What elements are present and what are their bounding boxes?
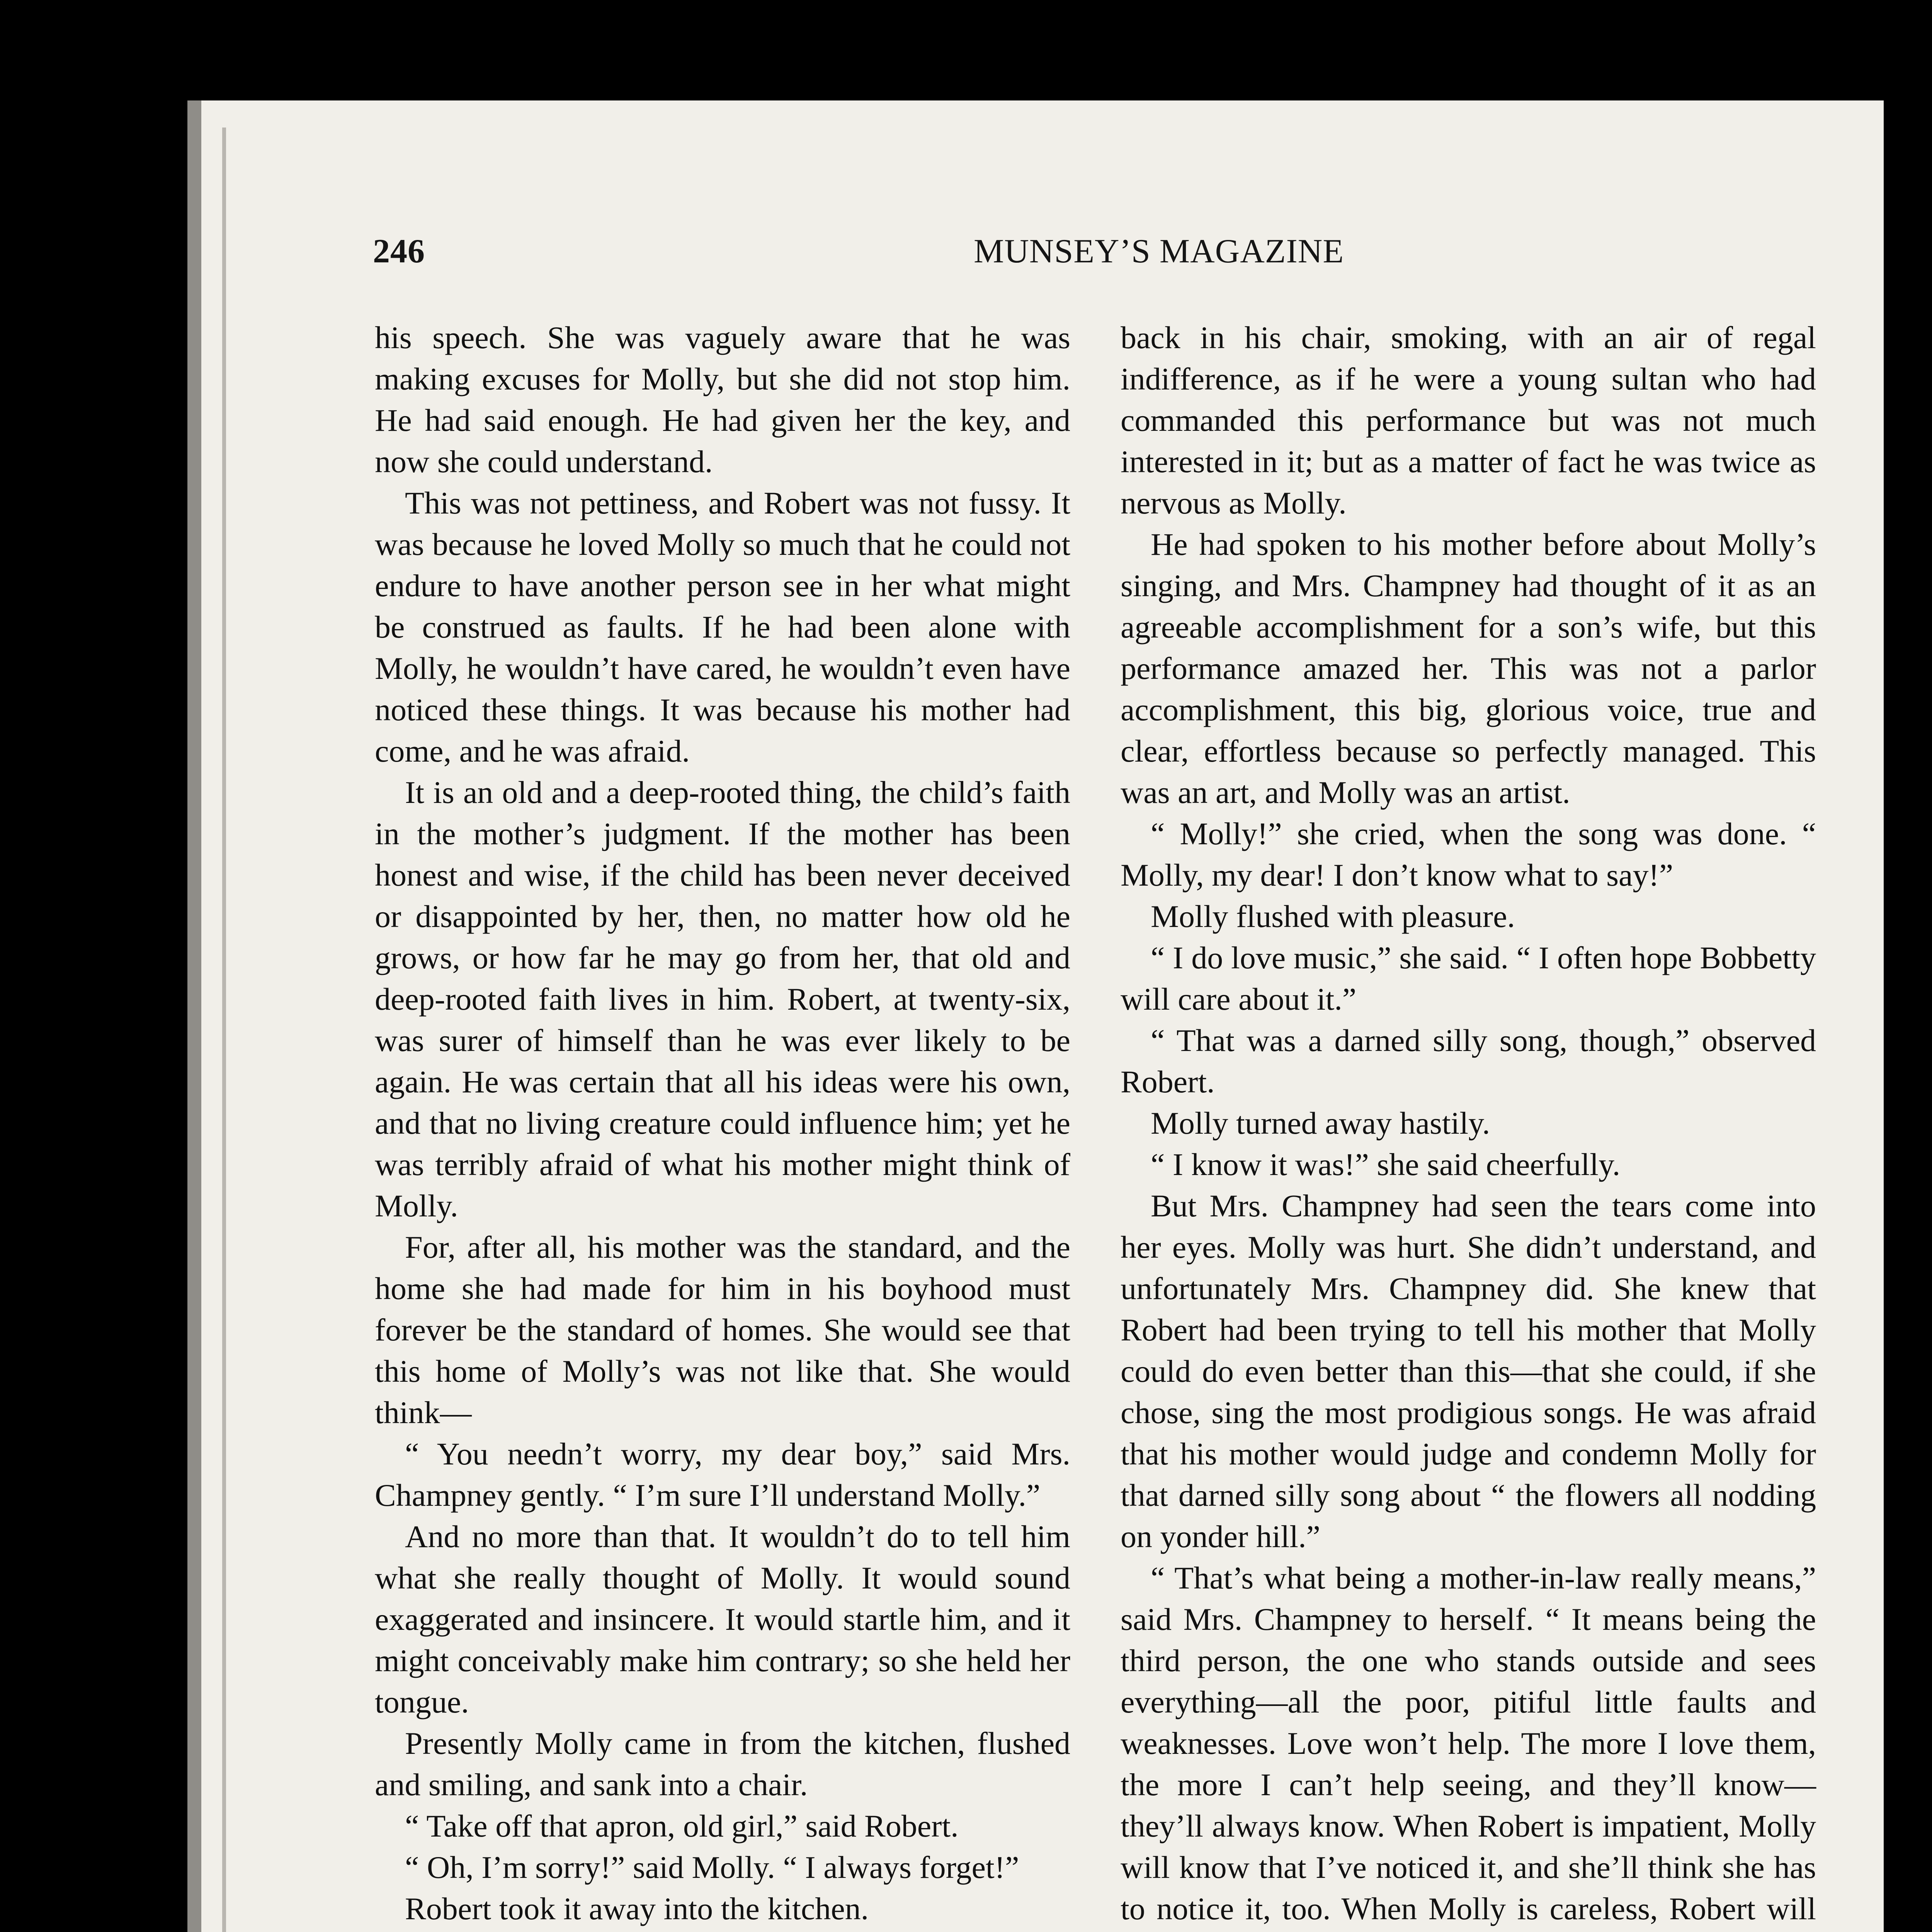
paragraph: But Mrs. Champney had seen the tears come into her eyes. Molly was hurt. She didn’t understand, and unfortunately Mrs. Champney did. She knew that Robert had been trying to tell his mother that Molly could do even better than this—that she could, if she chose, sing the most prodigious songs. He was afraid that his mother would judge and condemn Molly for that darned silly song about “ the flowers all nodding on yonder hill.” <box>1121 1188 1816 1554</box>
paragraph: “ Oh, I’m sorry!” said Molly. “ I always forget!” <box>405 1850 1019 1885</box>
paragraph: And no more than that. It wouldn’t do to tell him what she really thought of Molly. It would sound exaggerated and insincere. It would startle him, and it might conceivably make him contrary; so she held her tongue. <box>375 1519 1070 1719</box>
paragraph: He had spoken to his mother before about Molly’s singing, and Mrs. Champney had thought of it as an agreeable accomplishment for a son’s wife, but this performance amazed her. This was not a parlor accomplishment, this big, glorious voice, true and clear, effortless because so perfectly managed. This was an art, and Molly was an artist. <box>1121 527 1816 810</box>
running-head <box>373 232 1841 274</box>
magazine-title: MUNSEY’S MAGAZINE <box>974 233 1344 270</box>
paragraph: “ Molly!” she cried, when the song was done. “ Molly, my dear! I don’t know what to say!” <box>1121 816 1816 893</box>
right-text-column <box>1121 317 1816 1932</box>
paragraph: back in his chair, smoking, with an air of regal indifference, as if he were a young sultan who had commanded this performance but was not much interested in it; but as a matter of fact he was twice as nervous as Molly. <box>1121 320 1816 520</box>
paragraph: It is an old and a deep-rooted thing, the child’s faith in the mother’s judgment. If the mother has been honest and wise, if the child has been never deceived or disappointed by her, then, no matter how old he grows, or how far he may go from her, that old and deep-rooted faith lives in him. Robert, at twenty-six, was surer of himself than he was ever likely to be again. He was certain that all his ideas were his own, and that no living creature could influence him; yet he was terribly afraid of what his mother might think of Molly. <box>375 775 1070 1223</box>
paragraph: “ That’s what being a mother-in-law really means,” said Mrs. Champney to herself. “ It means being the third person, the one who stands outside and sees everything—all the poor, pitiful little faults and weaknesses. Love won’t help. The more I love them, the more I can’t help seeing, and they’ll know—they’ll always know. When Robert is impatient, Molly will know that I’ve noticed it, and she’ll think she has to notice it, too. When Molly is careless, Robert will <box>1121 1560 1816 1926</box>
paragraph: Molly turned away hastily. <box>1151 1105 1490 1141</box>
paragraph: “ I do love music,” she said. “ I often hope Bobbetty will care about it.” <box>1121 940 1816 1017</box>
paragraph: “ Take off that apron, old girl,” said Robert. <box>405 1808 959 1844</box>
page-binding-edge <box>222 128 226 1932</box>
paragraph: “ That was a darned silly song, though,” observed Robert. <box>1121 1023 1816 1099</box>
paragraph: Presently Molly came in from the kitchen, flushed and smiling, and sank into a chair. <box>375 1726 1070 1802</box>
paragraph: Robert took it away into the kitchen. <box>405 1891 869 1926</box>
paragraph <box>375 1929 1070 1932</box>
paragraph: “ You needn’t worry, my dear boy,” said Mrs. Champney gently. “ I’m sure I’ll understand Molly.” <box>375 1436 1070 1513</box>
paragraph: his speech. She was vaguely aware that he was making excuses for Molly, but she did not stop him. He had said enough. He had given her the key, and now she could understand. <box>375 320 1070 479</box>
paragraph: Molly flushed with pleasure. <box>1151 899 1515 934</box>
paragraph: “ I know it was!” she said cheerfully. <box>1151 1147 1621 1182</box>
paragraph: For, after all, his mother was the standard, and the home she had made for him in his boyhood must forever be the standard of homes. She would see that this home of Molly’s was not like that. She would think— <box>375 1230 1070 1430</box>
page-number: 246 <box>373 233 425 270</box>
paragraph: This was not pettiness, and Robert was not fussy. It was because he loved Molly so much that he could not endure to have another person see in her what might be construed as faults. If he had been alone with Molly, he wouldn’t have cared, he wouldn’t even have noticed these things. It was because his mother had come, and he was afraid. <box>375 485 1070 769</box>
left-text-column <box>375 317 1070 1932</box>
